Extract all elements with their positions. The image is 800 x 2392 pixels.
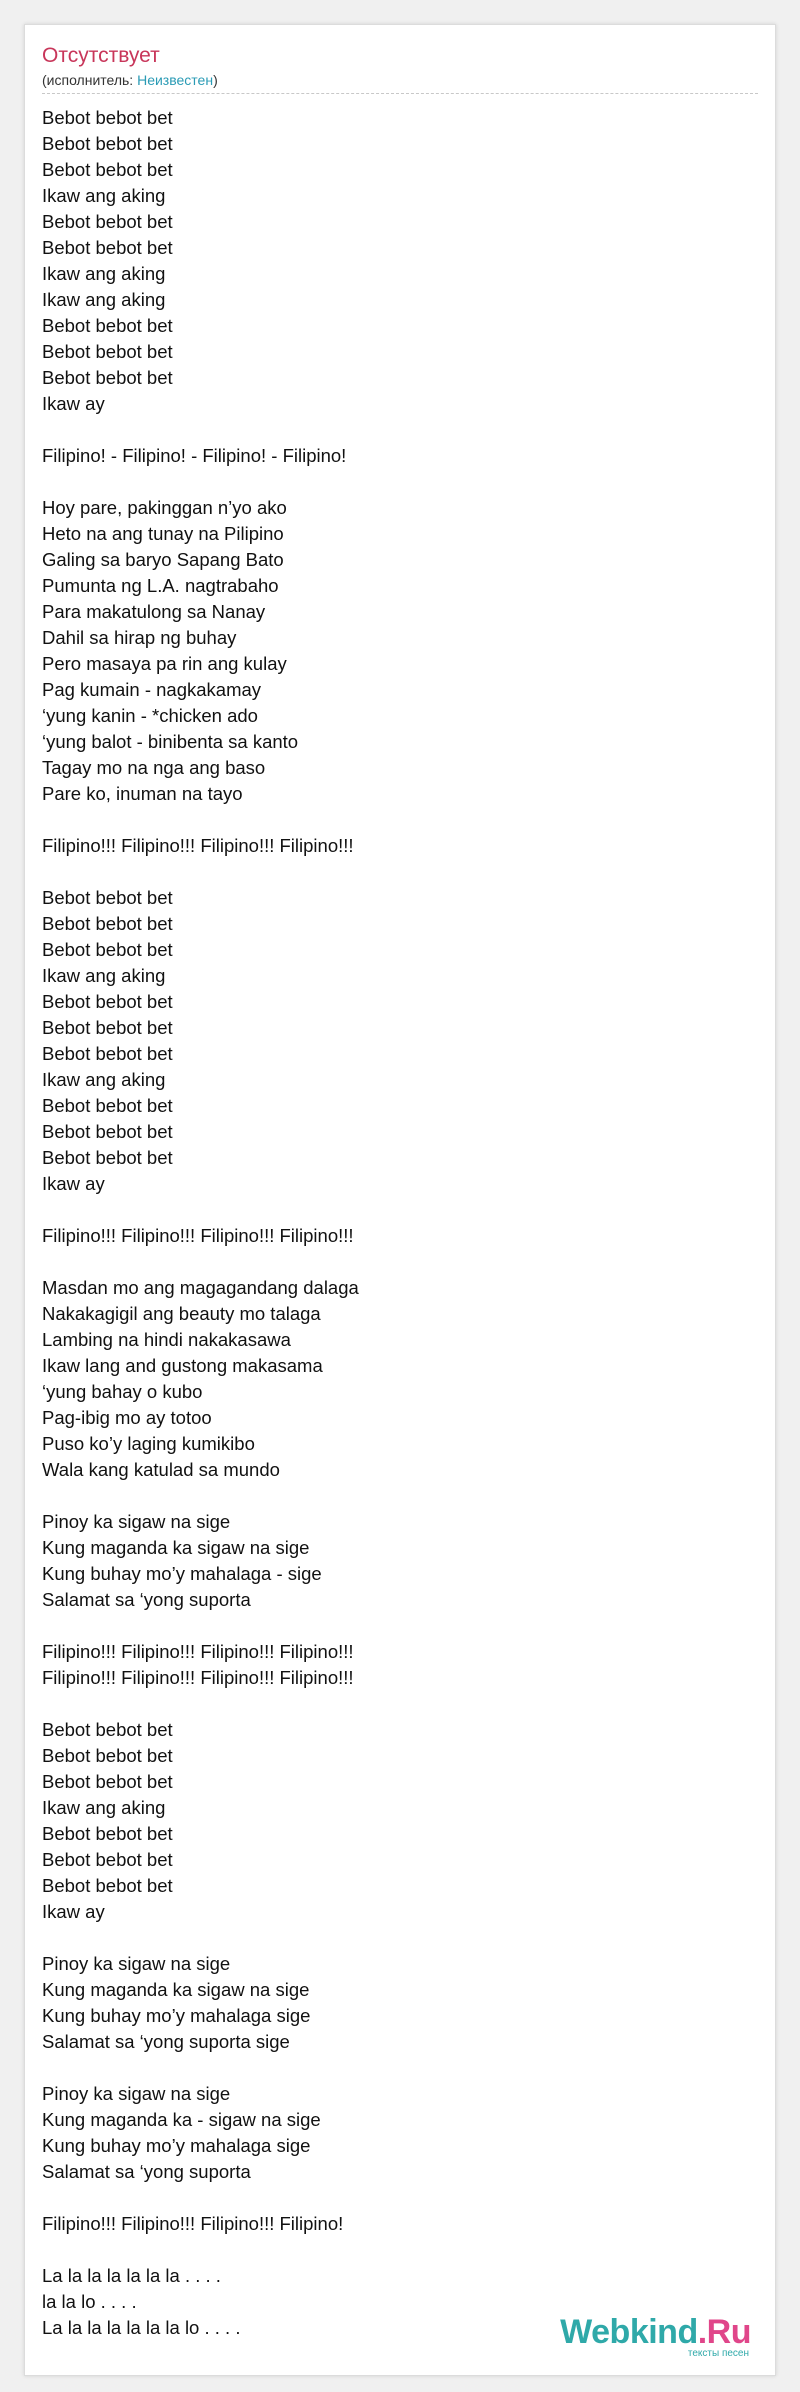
lyric-line: Filipino!!! Filipino!!! Filipino!!! Filipino!!! bbox=[42, 835, 354, 856]
lyric-line bbox=[42, 1613, 742, 1639]
logo-wordmark[interactable] bbox=[551, 2313, 751, 2351]
lyric-line: Ikaw ang aking bbox=[42, 289, 166, 310]
lyric-line: Bebot bebot bet bbox=[42, 1147, 173, 1168]
lyric-line: Tagay mo na nga ang baso bbox=[42, 757, 266, 778]
lyric-line: Bebot bebot bet bbox=[42, 1771, 173, 1792]
lyric-line: la la lo . . . . bbox=[42, 2291, 137, 2312]
lyric-line: Bebot bebot bet bbox=[42, 991, 173, 1012]
lyric-line bbox=[42, 1249, 742, 1275]
lyric-line: Pumunta ng L.A. nagtrabaho bbox=[42, 575, 279, 596]
lyrics-body bbox=[42, 105, 742, 2341]
lyric-line: Lambing na hindi nakakasawa bbox=[42, 1329, 291, 1350]
lyric-line: Pinoy ka sigaw na sige bbox=[42, 1511, 231, 1532]
lyric-line: Ikaw lang and gustong makasama bbox=[42, 1355, 323, 1376]
lyric-line: Kung maganda ka sigaw na sige bbox=[42, 1979, 310, 2000]
lyric-line: Salamat sa ‘yong suporta sige bbox=[42, 2031, 290, 2052]
lyric-line: La la la la la la la lo . . . . bbox=[42, 2317, 241, 2338]
lyric-line: Pag-ibig mo ay totoo bbox=[42, 1407, 212, 1428]
lyric-line: Bebot bebot bet bbox=[42, 211, 173, 232]
lyric-line: Pinoy ka sigaw na sige bbox=[42, 2083, 231, 2104]
lyric-line: ‘yung bahay o kubo bbox=[42, 1381, 203, 1402]
lyric-line: Ikaw ay bbox=[42, 393, 105, 414]
lyric-line: Bebot bebot bet bbox=[42, 1121, 173, 1142]
lyric-line: Wala kang katulad sa mundo bbox=[42, 1459, 280, 1480]
lyric-line: Kung maganda ka - sigaw na sige bbox=[42, 2109, 321, 2130]
logo-tagline: тексты песен bbox=[687, 2348, 749, 2359]
lyric-line: Bebot bebot bet bbox=[42, 107, 173, 128]
lyric-line: Nakakagigil ang beauty mo talaga bbox=[42, 1303, 321, 1324]
lyric-line: Bebot bebot bet bbox=[42, 341, 173, 362]
lyric-line: Dahil sa hirap ng buhay bbox=[42, 627, 237, 648]
lyric-line: Galing sa baryo Sapang Bato bbox=[42, 549, 284, 570]
lyric-line: Kung buhay mo’y mahalaga sige bbox=[42, 2135, 311, 2156]
lyric-line: Pinoy ka sigaw na sige bbox=[42, 1953, 231, 1974]
artist-suffix: ) bbox=[213, 72, 218, 88]
lyric-line: Bebot bebot bet bbox=[42, 1823, 173, 1844]
lyric-line: Masdan mo ang magagandang dalaga bbox=[42, 1277, 359, 1298]
lyric-line: Bebot bebot bet bbox=[42, 1875, 173, 1896]
lyric-line bbox=[42, 2185, 742, 2211]
lyric-line: Ikaw ang aking bbox=[42, 185, 166, 206]
logo-tld: .Ru bbox=[697, 2313, 751, 2351]
artist-prefix: (исполнитель: bbox=[42, 72, 138, 88]
lyric-line: Filipino! - Filipino! - Filipino! - Filipino! bbox=[42, 445, 347, 466]
lyric-line: Filipino!!! Filipino!!! Filipino!!! Filipino!!! bbox=[42, 1641, 354, 1662]
lyric-line: Kung buhay mo’y mahalaga sige bbox=[42, 2005, 311, 2026]
lyric-line: Puso ko’y laging kumikibo bbox=[42, 1433, 255, 1454]
logo-main-text: Webkind bbox=[560, 2313, 698, 2351]
lyric-line: Heto na ang tunay na Pilipino bbox=[42, 523, 284, 544]
artist-link[interactable]: Неизвестен bbox=[137, 72, 214, 88]
lyric-line bbox=[42, 859, 742, 885]
lyric-line: Filipino!!! Filipino!!! Filipino!!! Filipino!!! bbox=[42, 1667, 354, 1688]
lyric-line: Bebot bebot bet bbox=[42, 1745, 173, 1766]
lyric-line: ‘yung balot - binibenta sa kanto bbox=[42, 731, 299, 752]
lyric-line: Kung buhay mo’y mahalaga - sige bbox=[42, 1563, 322, 1584]
lyric-line: Hoy pare, pakinggan n’yo ako bbox=[42, 497, 287, 518]
lyric-line: Para makatulong sa Nanay bbox=[42, 601, 266, 622]
artist-line bbox=[42, 70, 758, 90]
lyric-line: Ikaw ang aking bbox=[42, 1069, 166, 1090]
lyric-line: Bebot bebot bet bbox=[42, 159, 173, 180]
lyric-line: Bebot bebot bet bbox=[42, 1849, 173, 1870]
lyric-line: Bebot bebot bet bbox=[42, 913, 173, 934]
lyric-line: La la la la la la la . . . . bbox=[42, 2265, 221, 2286]
lyric-line: Filipino!!! Filipino!!! Filipino!!! Filipino! bbox=[42, 2213, 344, 2234]
lyric-line bbox=[42, 2237, 742, 2263]
lyric-line: Salamat sa ‘yong suporta bbox=[42, 2161, 251, 2182]
lyric-line: Pare ko, inuman na tayo bbox=[42, 783, 243, 804]
lyric-line: Bebot bebot bet bbox=[42, 133, 173, 154]
lyric-line: Pag kumain - nagkakamay bbox=[42, 679, 262, 700]
lyric-line: Bebot bebot bet bbox=[42, 887, 173, 908]
lyric-line bbox=[42, 417, 742, 443]
lyric-line: Ikaw ang aking bbox=[42, 263, 166, 284]
lyric-line: Salamat sa ‘yong suporta bbox=[42, 1589, 251, 1610]
lyric-line: Ikaw ay bbox=[42, 1901, 105, 1922]
site-logo[interactable] bbox=[551, 2313, 751, 2361]
lyric-line: Ikaw ay bbox=[42, 1173, 105, 1194]
lyric-line bbox=[42, 1197, 742, 1223]
lyric-line: Bebot bebot bet bbox=[42, 939, 173, 960]
song-header bbox=[42, 43, 758, 94]
lyrics-card bbox=[24, 24, 776, 2376]
lyric-line bbox=[42, 2055, 742, 2081]
lyric-line: ‘yung kanin - *chicken ado bbox=[42, 705, 258, 726]
lyric-line bbox=[42, 1925, 742, 1951]
lyric-line bbox=[42, 807, 742, 833]
lyric-line: Filipino!!! Filipino!!! Filipino!!! Filipino!!! bbox=[42, 1225, 354, 1246]
lyric-line: Bebot bebot bet bbox=[42, 367, 173, 388]
lyric-line bbox=[42, 1691, 742, 1717]
lyric-line: Bebot bebot bet bbox=[42, 315, 173, 336]
lyric-line: Bebot bebot bet bbox=[42, 1017, 173, 1038]
lyric-line: Bebot bebot bet bbox=[42, 1043, 173, 1064]
song-title: Отсутствует bbox=[42, 44, 160, 67]
lyric-line: Ikaw ang aking bbox=[42, 965, 166, 986]
lyric-line bbox=[42, 469, 742, 495]
lyric-line: Pero masaya pa rin ang kulay bbox=[42, 653, 287, 674]
lyric-line: Bebot bebot bet bbox=[42, 237, 173, 258]
lyric-line: Ikaw ang aking bbox=[42, 1797, 166, 1818]
lyric-line: Kung maganda ka sigaw na sige bbox=[42, 1537, 310, 1558]
lyric-line: Bebot bebot bet bbox=[42, 1719, 173, 1740]
lyric-line: Bebot bebot bet bbox=[42, 1095, 173, 1116]
lyric-line bbox=[42, 1483, 742, 1509]
